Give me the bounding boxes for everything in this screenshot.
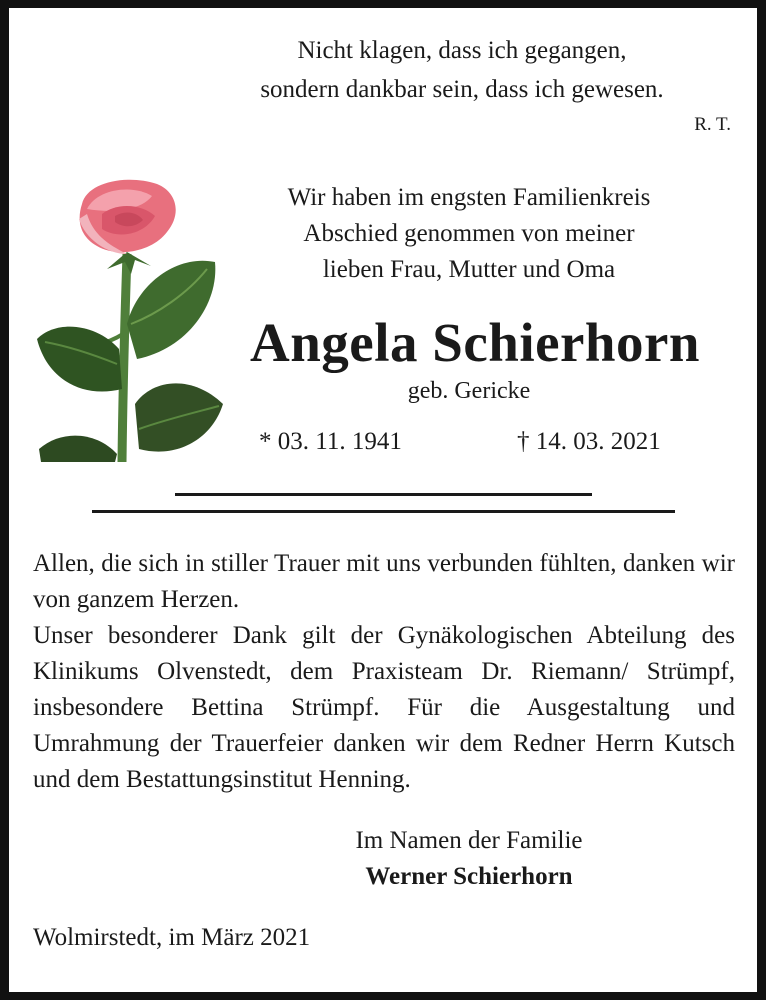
intro-line-3: lieben Frau, Mutter und Oma [322,256,616,283]
thanks-paragraph-2: Unser besonderer Dank gilt der Gynäkologischen Abteilung des Klinikums Olvenstedt, dem Praxisteam Dr. Riemann/ Strümpf, insbesondere Bettina Strümpf. Für die Ausgestaltung und Umrahmung der Trauerfeier danken wir dem Redner Herrn Kutsch und dem Bestattungsinstitut Henning. [33,622,735,793]
intro-text [219,180,719,288]
deceased-name: Angela Schierhorn [249,312,701,373]
place-date: Wolmirstedt, im März 2021 [33,924,311,951]
intro-line-1: Wir haben im engsten Familienkreis [287,184,651,211]
birth-name: geb. Gericke [407,378,531,404]
divider-short [175,493,592,496]
thanks-text [33,546,735,798]
rose-icon [27,174,227,464]
intro-line-2: Abschied genommen von meiner [303,220,635,247]
signature-line-1: Im Namen der Familie [355,827,583,854]
signer-name: Werner Schierhorn [365,863,573,890]
divider-long [92,510,675,513]
quote-line-2: sondern dankbar sein, dass ich gewesen. [260,76,664,103]
thanks-paragraph-1: Allen, die sich in stiller Trauer mit uns verbunden fühlten, danken wir von ganzem Herzen. [33,550,735,613]
quote-line-1: Nicht klagen, dass ich gegangen, [297,37,627,64]
birth-date: * 03. 11. 1941 [259,428,402,455]
obituary-card [9,8,757,992]
signature-block [279,823,659,895]
quote-author: R. T. [694,114,731,135]
death-date: † 14. 03. 2021 [517,428,661,455]
